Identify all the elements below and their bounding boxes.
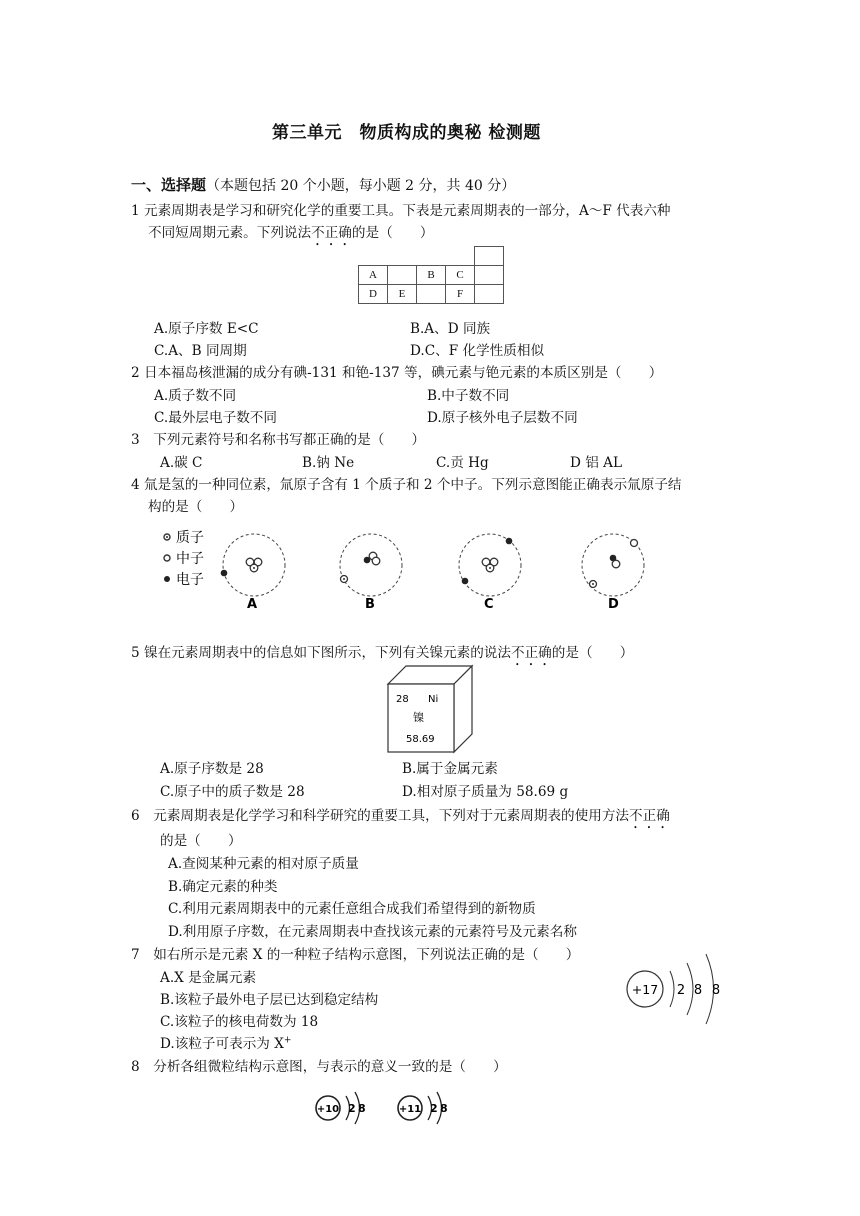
q7-shell-1: 2 (676, 983, 686, 998)
q3-option-d: D 铝 AL (570, 455, 622, 471)
q1-cell: B (417, 266, 446, 285)
q3-option-a: A.碳 C (160, 455, 203, 471)
q6-stem-line1 (131, 804, 670, 832)
neutron-symbol-icon (164, 555, 170, 561)
section-heading-note: （本题包括 20 个小题，每小题 2 分，共 40 分） (206, 178, 516, 194)
q4-stem-line1: 4 氚是氢的一种同位素，氚原子含有 1 个质子和 2 个中子。下列示意图能正确表示氚原子结 (131, 477, 682, 493)
q2-option-d: D.原子核外电子层数不同 (427, 410, 578, 426)
q1-option-c: C.A、B 同周期 (154, 343, 247, 359)
section-heading-label: 一、选择题 (131, 176, 207, 194)
q1-cell: E (388, 285, 417, 304)
legend-neutron-label: 中子 (176, 551, 204, 567)
q8-d2-shell-2: 8 (440, 1102, 448, 1115)
q7-option-c: C.该粒子的核电荷数为 18 (160, 1014, 319, 1030)
q5-option-a: A.原子序数是 28 (160, 761, 264, 777)
q1-stem-text: 不同短周期元素。下列说法 (148, 225, 312, 241)
q8-diagram-1 (316, 1092, 366, 1124)
q8-diagram-2 (398, 1092, 448, 1124)
q7-option-b: B.该粒子最外电子层已达到稳定结构 (160, 992, 379, 1008)
q8-stem: 8 分析各组微粒结构示意图，与表示的意义一致的是（ ） (131, 1059, 507, 1075)
q7-shell-3: 8 (711, 983, 721, 998)
q7-option-d-text: D.该粒子可表示为 X (160, 1036, 284, 1052)
atom-label-b: B (365, 597, 375, 612)
q1-option-d: D.C、F 化学性质相似 (410, 343, 545, 359)
q1-cell (388, 266, 417, 285)
q6-emphasis: 不正确 (629, 808, 670, 824)
q5-option-c: C.原子中的质子数是 28 (160, 784, 305, 800)
page-title: 第三单元 物质构成的奥秘 检测题 (272, 123, 541, 143)
q1-table-top-cell (475, 247, 504, 266)
q1-cell: D (359, 285, 388, 304)
q7-option-a: A.X 是金属元素 (160, 970, 257, 986)
atom-label-c: C (484, 597, 494, 612)
q3-option-b: B.钠 Ne (302, 455, 355, 471)
q6-option-a: A.查阅某种元素的相对原子质量 (168, 856, 359, 872)
q8-d2-shell-1: 2 (430, 1102, 438, 1115)
q5-emphasis: 不正确 (511, 645, 552, 661)
atom-diagram-d (582, 534, 644, 612)
legend-proton-label: 质子 (176, 530, 204, 546)
q1-emphasis: 不正确 (311, 225, 352, 241)
q7-option-d (160, 1032, 291, 1052)
q4-stem-line2: 构的是（ ） (148, 499, 244, 515)
q8-d2-nucleus: +11 (398, 1104, 422, 1115)
q8-d1-nucleus: +10 (316, 1104, 340, 1115)
q1-cell: F (446, 285, 475, 304)
q2-stem: 2 日本福岛核泄漏的成分有碘-131 和铯-137 等，碘元素与铯元素的本质区别是（ ） (131, 365, 663, 381)
atom-label-d: D (608, 597, 619, 612)
q1-stem-line1: 1 元素周期表是学习和研究化学的重要工具。下表是元素周期表的一部分，A～F 代表六种 (131, 203, 671, 219)
q5-option-d: D.相对原子质量为 58.69 g (402, 784, 569, 800)
card-atomic-number: 28 (396, 694, 409, 705)
q8-d1-shell-2: 8 (358, 1102, 366, 1115)
q3-option-c: C.贡 Hg (436, 455, 489, 471)
q1-cell (475, 285, 504, 304)
q1-cell (417, 285, 446, 304)
q1-cell: C (446, 266, 475, 285)
q7-shell-2: 8 (693, 983, 703, 998)
q8-d1-shell-1: 2 (348, 1102, 356, 1115)
q1-cell: A (359, 266, 388, 285)
atom-label-a: A (247, 597, 258, 612)
q7-stem: 7 如右所示是元素 X 的一种粒子结构示意图，下列说法正确的是（ ） (131, 947, 580, 963)
q7-nucleus-charge: +17 (631, 982, 659, 997)
electron-symbol-icon (164, 576, 170, 582)
q6-option-d: D.利用原子序数，在元素周期表中查找该元素的元素符号及元素名称 (168, 924, 577, 940)
card-symbol: Ni (428, 694, 439, 705)
q4-legend (164, 530, 204, 588)
legend-electron-label: 电子 (176, 572, 204, 588)
q8-structure-diagrams (313, 1088, 463, 1128)
card-element-name: 镍 (413, 711, 424, 724)
nickel-element-card (386, 664, 476, 756)
q6-stem-text: 6 元素周期表是化学学习和科学研究的重要工具，下列对于元素周期表的使用方法 (131, 808, 630, 824)
atom-diagram-c (459, 534, 521, 612)
q1-option-a: A.原子序数 E<C (154, 321, 259, 337)
q1-periodic-table (358, 246, 504, 304)
q6-option-b: B.确定元素的种类 (168, 879, 278, 895)
atom-diagram-a (221, 534, 285, 612)
q3-stem: 3 下列元素符号和名称书写都正确的是（ ） (131, 432, 426, 448)
q1-stem-line2 (148, 221, 433, 249)
q5-stem-end: 的是（ ） (551, 645, 634, 661)
card-atomic-mass: 58.69 (406, 734, 435, 745)
q6-stem-line2: 的是（ ） (160, 833, 242, 849)
q6-option-c: C.利用元素周期表中的元素任意组合成我们希望得到的新物质 (168, 901, 536, 917)
q5-stem (131, 641, 633, 669)
q2-option-c: C.最外层电子数不同 (154, 410, 277, 426)
q7-option-d-charge: + (283, 1035, 292, 1046)
atom-diagram-b (340, 534, 402, 612)
q2-option-b: B.中子数不同 (427, 388, 510, 404)
q2-option-a: A.质子数不同 (154, 388, 237, 404)
q4-atom-diagrams (150, 522, 670, 614)
q7-ion-structure-diagram (622, 950, 726, 1028)
q1-cell (475, 266, 504, 285)
q5-stem-text: 5 镍在元素周期表中的信息如下图所示，下列有关镍元素的说法 (131, 645, 511, 661)
section-heading (131, 174, 515, 195)
q5-option-b: B.属于金属元素 (402, 761, 498, 777)
q1-option-b: B.A、D 同族 (410, 321, 491, 337)
q1-stem-end: 的是（ ） (351, 225, 434, 241)
